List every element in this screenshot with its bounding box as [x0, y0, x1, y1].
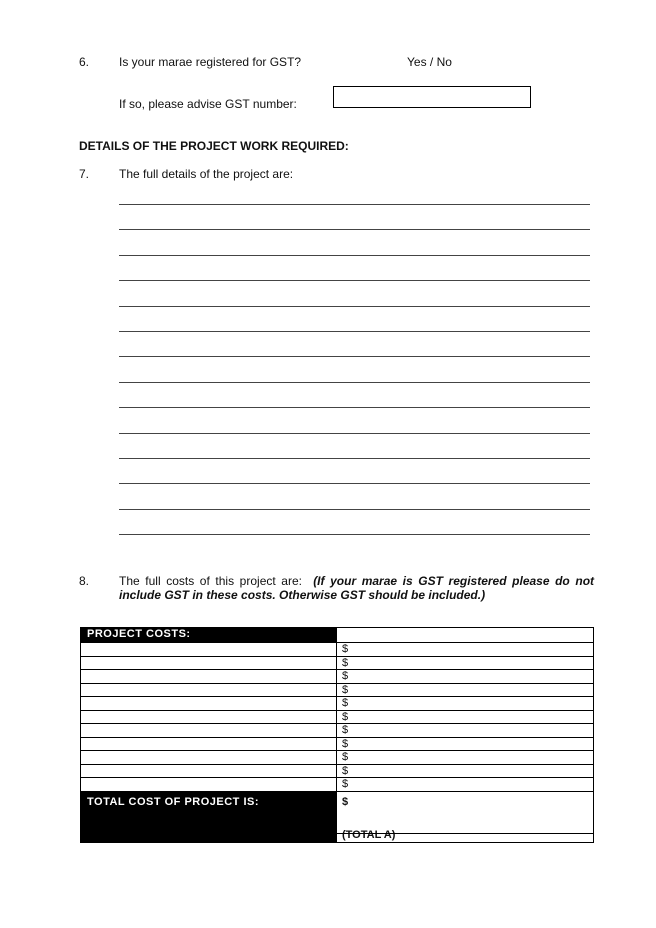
section-heading: DETAILS OF THE PROJECT WORK REQUIRED: — [79, 139, 349, 153]
details-line[interactable] — [119, 382, 590, 383]
total-label: TOTAL COST OF PROJECT IS: — [81, 791, 337, 842]
details-line[interactable] — [119, 407, 590, 408]
details-line[interactable] — [119, 255, 590, 256]
gst-number-prompt: If so, please advise GST number: — [119, 97, 297, 111]
cost-row — [81, 683, 594, 697]
cost-item-field[interactable] — [81, 724, 337, 738]
total-currency: $ — [342, 795, 349, 808]
cost-amount-field[interactable]: $ — [337, 670, 594, 684]
details-line[interactable] — [119, 433, 590, 434]
cost-item-field[interactable] — [81, 697, 337, 711]
details-line[interactable] — [119, 331, 590, 332]
cost-row — [81, 710, 594, 724]
q8-number: 8. — [79, 574, 90, 588]
cost-amount-field[interactable]: $ — [337, 656, 594, 670]
costs-header-blank — [337, 628, 594, 643]
cost-item-field[interactable] — [81, 737, 337, 751]
cost-item-field[interactable] — [81, 751, 337, 765]
cost-row — [81, 697, 594, 711]
project-costs-table — [80, 627, 594, 843]
cost-item-field[interactable] — [81, 643, 337, 657]
cost-amount-field[interactable]: $ — [337, 643, 594, 657]
q8-question: The full costs of this project are: — [119, 574, 302, 588]
details-line[interactable] — [119, 483, 590, 484]
cost-row — [81, 737, 594, 751]
cost-amount-field[interactable]: $ — [337, 724, 594, 738]
details-line[interactable] — [119, 306, 590, 307]
cost-item-field[interactable] — [81, 778, 337, 792]
q8-gst-note: (If your marae is GST registered please do not include GST in these costs. Otherwise GST should be included.) — [119, 574, 595, 602]
details-line[interactable] — [119, 509, 590, 510]
total-a-label: (TOTAL A) — [342, 828, 396, 841]
details-line[interactable] — [119, 534, 590, 535]
details-line[interactable] — [119, 356, 590, 357]
cost-amount-field[interactable]: $ — [337, 778, 594, 792]
cost-amount-field[interactable]: $ — [337, 764, 594, 778]
q7-question: The full details of the project are: — [119, 167, 294, 181]
details-line[interactable] — [119, 280, 590, 281]
total-amount-field[interactable] — [337, 791, 594, 842]
cost-item-field[interactable] — [81, 683, 337, 697]
details-line[interactable] — [119, 458, 590, 459]
cost-row — [81, 724, 594, 738]
costs-header: PROJECT COSTS: — [81, 628, 337, 643]
cost-item-field[interactable] — [81, 656, 337, 670]
cost-item-field[interactable] — [81, 670, 337, 684]
q7-number: 7. — [79, 167, 90, 181]
cost-amount-field[interactable]: $ — [337, 751, 594, 765]
costs-header-row — [81, 628, 594, 643]
cost-row — [81, 778, 594, 792]
q8-text — [119, 574, 594, 602]
cost-item-field[interactable] — [81, 710, 337, 724]
cost-amount-field[interactable]: $ — [337, 683, 594, 697]
cost-row — [81, 764, 594, 778]
q6-question: Is your marae registered for GST? — [119, 55, 302, 69]
cost-amount-field[interactable]: $ — [337, 737, 594, 751]
gst-number-field[interactable] — [333, 86, 531, 108]
cost-row — [81, 656, 594, 670]
cost-row — [81, 751, 594, 765]
cost-item-field[interactable] — [81, 764, 337, 778]
details-line[interactable] — [119, 229, 590, 230]
details-line[interactable] — [119, 204, 590, 205]
cost-amount-field[interactable]: $ — [337, 697, 594, 711]
cost-row — [81, 670, 594, 684]
q6-number: 6. — [79, 55, 90, 69]
total-row — [81, 791, 594, 842]
gst-yes-no-options[interactable]: Yes / No — [407, 55, 452, 69]
cost-row — [81, 643, 594, 657]
cost-amount-field[interactable]: $ — [337, 710, 594, 724]
